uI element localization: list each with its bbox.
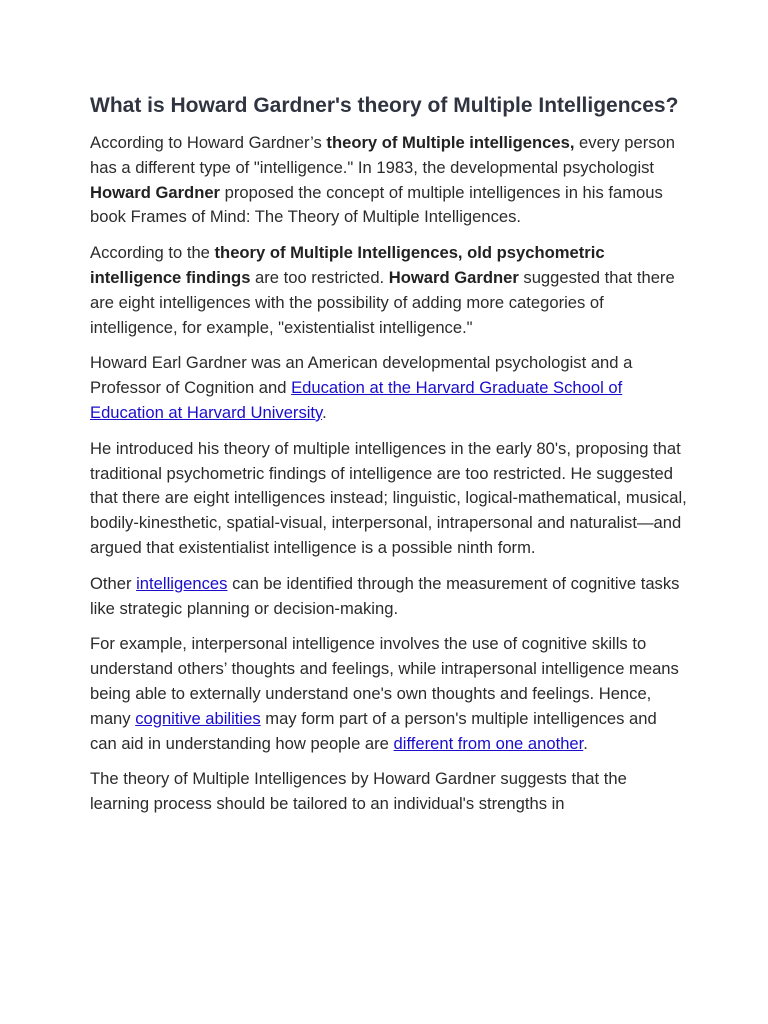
text-span: For example, interpersonal intelligence involves the use of cognitive skills to understand others’ thoughts and feelings, while intrapersonal intelligence means being able to externally understand one's own thoughts and feelings. Hence, many bbox=[90, 634, 679, 728]
text-span: proposed the concept of multiple intelligences in his famous book Frames of Mind: The Theory of Multiple Intelligences. bbox=[90, 182, 663, 227]
text-span: He introduced his theory of multiple intelligences in the early 80's, proposing that traditional psychometric findings of intelligence are too restricted. He suggested that there are eight intelligences instead; linguistic, logical-mathematical, musical, bodily-kinesthetic, spatial-visual, interpersonal, intrapersonal and naturalist—and argued that existentialist intelligence is a possible ninth form. bbox=[90, 438, 687, 557]
different-from-one-another-link[interactable]: different from one another bbox=[393, 733, 584, 753]
text-span: suggested that there are eight intelligences with the possibility of adding more categories of intelligence, for example, "existentialist intelligence." bbox=[90, 267, 675, 337]
cognitive-abilities-link[interactable]: cognitive abilities bbox=[135, 708, 261, 728]
intelligences-link[interactable]: intelligences bbox=[136, 573, 228, 593]
paragraph-eight-intelligences bbox=[90, 437, 688, 561]
text-span: . bbox=[583, 733, 588, 753]
text-span: Howard Earl Gardner was an American developmental psychologist and a Professor of Cognition and bbox=[90, 353, 633, 398]
text-span: According to the bbox=[90, 243, 215, 263]
paragraph-example bbox=[90, 632, 688, 756]
paragraph-intro bbox=[90, 131, 688, 230]
bold-text: Howard Gardner bbox=[90, 182, 221, 202]
page-title: What is Howard Gardner's theory of Multiple Intelligences? bbox=[90, 94, 679, 117]
bold-text: theory of Multiple intelligences, bbox=[326, 133, 575, 152]
text-span: may form part of a person's multiple intelligences and can aid in understanding how people are bbox=[90, 708, 657, 753]
text-span: every person has a different type of "intelligence." In 1983, the developmental psychologist bbox=[90, 133, 675, 177]
text-span: . bbox=[322, 402, 327, 422]
paragraph-other-intelligences bbox=[90, 572, 688, 622]
bold-text: theory of Multiple Intelligences, old psychometric intelligence findings bbox=[90, 243, 605, 287]
text-span: According to Howard Gardner’s bbox=[90, 133, 327, 152]
harvard-education-link[interactable]: Education at the Harvard Graduate School of Education at Harvard University bbox=[90, 378, 623, 422]
bold-text: Howard Gardner bbox=[388, 267, 519, 287]
paragraph-restricted bbox=[90, 241, 688, 340]
paragraph-learning-process bbox=[90, 767, 688, 817]
text-span: The theory of Multiple Intelligences by Howard Gardner suggests that the learning process should be tailored to an individual's strengths in bbox=[90, 769, 627, 814]
text-span: Other bbox=[90, 573, 137, 593]
text-span: can be identified through the measurement of cognitive tasks like strategic planning or decision-making. bbox=[90, 573, 680, 618]
text-span: are too restricted. bbox=[250, 267, 389, 287]
paragraph-biography bbox=[90, 351, 688, 425]
